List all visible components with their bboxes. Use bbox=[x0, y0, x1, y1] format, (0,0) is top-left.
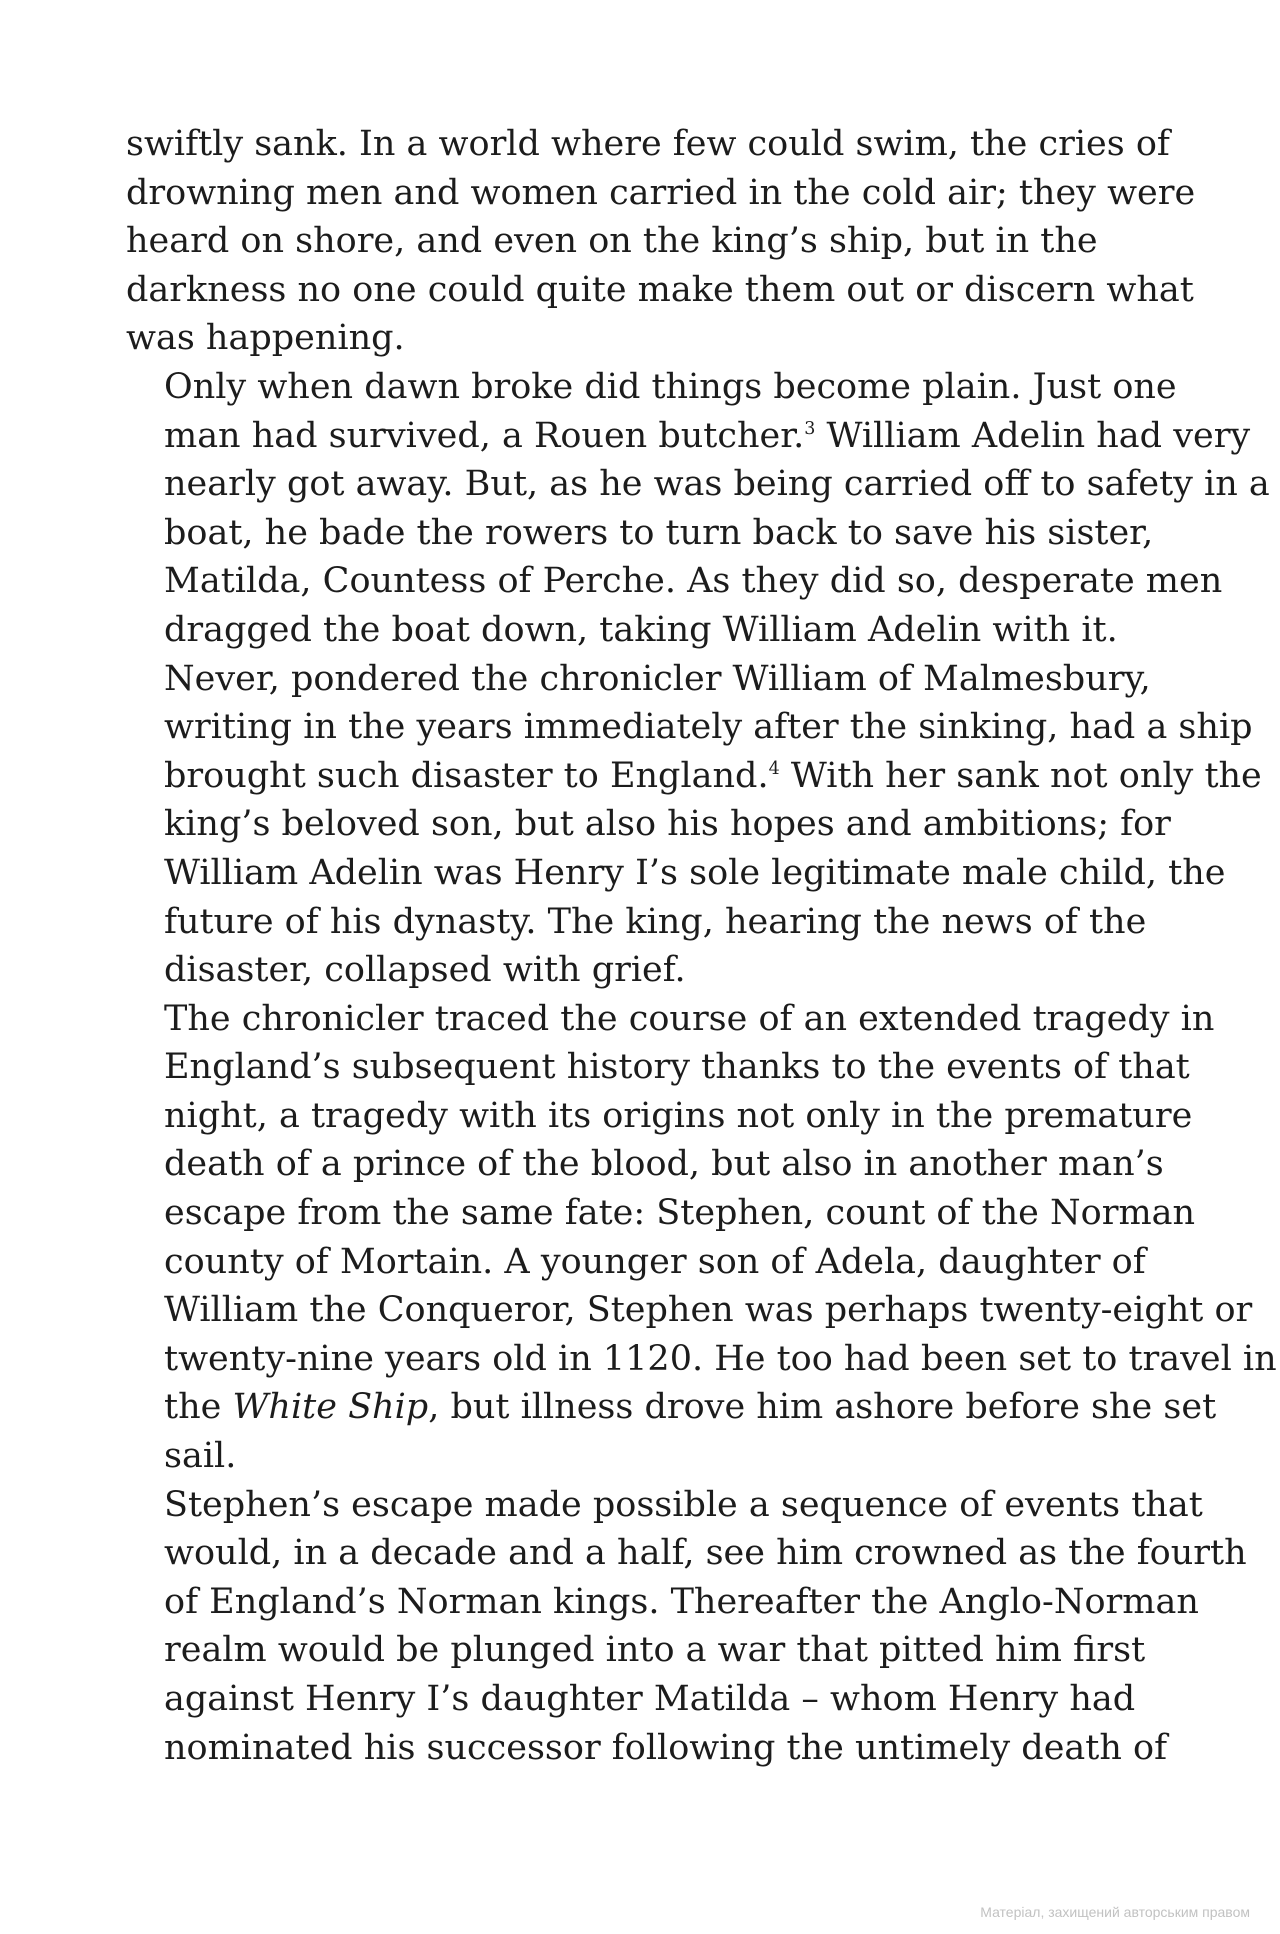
text-line: would, in a decade and a half, see him crowned as the fourth bbox=[164, 1533, 1247, 1574]
text-line: twenty-nine years old in 1120. He too had been set to travel in bbox=[164, 1338, 1277, 1379]
text-line-with-italic bbox=[126, 1383, 1217, 1432]
text-segment: brought such disaster to England. bbox=[164, 755, 769, 796]
text-line: Never, pondered the chronicler William of Malmesbury, bbox=[164, 658, 1151, 699]
text-line: dragged the boat down, taking William Adelin with it. bbox=[164, 609, 1118, 650]
text-line: disaster, collapsed with grief. bbox=[164, 950, 686, 991]
text-line: darkness no one could quite make them out or discern what bbox=[126, 269, 1194, 310]
text-line: of England’s Norman kings. Thereafter the Anglo-Norman bbox=[164, 1581, 1199, 1622]
text-line-with-footnote bbox=[126, 752, 1262, 801]
text-line: future of his dynasty. The king, hearing the news of the bbox=[164, 901, 1147, 942]
text-line: county of Mortain. A younger son of Adela, daughter of bbox=[164, 1241, 1146, 1282]
text-line: writing in the years immediately after the sinking, had a ship bbox=[164, 707, 1253, 748]
text-line: England’s subsequent history thanks to the events of that bbox=[164, 1047, 1190, 1088]
text-line: nominated his successor following the untimely death of bbox=[164, 1727, 1168, 1768]
footnote-marker[interactable]: 3 bbox=[804, 418, 816, 439]
text-line: William the Conqueror, Stephen was perhaps twenty-eight or bbox=[164, 1290, 1253, 1331]
text-line: king’s beloved son, but also his hopes and ambitions; for bbox=[164, 804, 1171, 845]
text-line: against Henry I’s daughter Matilda – whom Henry had bbox=[164, 1679, 1136, 1719]
text-line: Matilda, Countess of Perche. As they did so, desperate men bbox=[164, 561, 1223, 602]
text-segment: William Adelin had very bbox=[815, 415, 1251, 456]
text-line: was happening. bbox=[126, 318, 405, 359]
paragraph-4 bbox=[126, 995, 1277, 1481]
text-segment: man had survived, a Rouen butcher. bbox=[164, 415, 805, 456]
text-line: death of a prince of the blood, but also in another man’s bbox=[164, 1144, 1164, 1185]
text-line: swiftly sank. In a world where few could swim, the cries of bbox=[126, 124, 1170, 164]
text-line: night, a tragedy with its origins not only in the premature bbox=[164, 1095, 1193, 1136]
copyright-watermark: Матеріал, захищений авторським правом bbox=[980, 1904, 1250, 1920]
text-line: escape from the same fate: Stephen, count of the Norman bbox=[164, 1193, 1196, 1234]
text-line: Stephen’s escape made possible a sequence of events that bbox=[164, 1484, 1203, 1525]
text-line: nearly got away. But, as he was being carried off to safety in a bbox=[164, 464, 1270, 505]
text-line: boat, he bade the rowers to turn back to save his sister, bbox=[164, 512, 1154, 553]
text-line: realm would be plunged into a war that pitted him first bbox=[164, 1630, 1146, 1671]
text-line: sail. bbox=[164, 1436, 237, 1477]
text-line-with-footnote bbox=[126, 412, 1251, 461]
footnote-marker[interactable]: 4 bbox=[768, 758, 780, 779]
paragraph-2 bbox=[126, 363, 1270, 655]
book-page-text bbox=[126, 120, 1277, 1772]
text-line: The chronicler traced the course of an extended tragedy in bbox=[164, 998, 1215, 1039]
paragraph-5 bbox=[126, 1481, 1247, 1773]
text-line: drowning men and women carried in the cold air; they were bbox=[126, 172, 1196, 213]
text-segment: , but illness drove him ashore before she set bbox=[428, 1387, 1217, 1428]
paragraph-1 bbox=[126, 120, 1196, 363]
text-line: Only when dawn broke did things become plain. Just one bbox=[164, 366, 1177, 407]
ship-name-italic: White Ship bbox=[232, 1387, 429, 1428]
text-segment: the bbox=[164, 1387, 233, 1428]
text-segment: With her sank not only the bbox=[779, 755, 1262, 796]
paragraph-3 bbox=[126, 655, 1262, 995]
text-line: heard on shore, and even on the king’s ship, but in the bbox=[126, 221, 1098, 262]
text-line: William Adelin was Henry I’s sole legitimate male child, the bbox=[164, 852, 1226, 893]
